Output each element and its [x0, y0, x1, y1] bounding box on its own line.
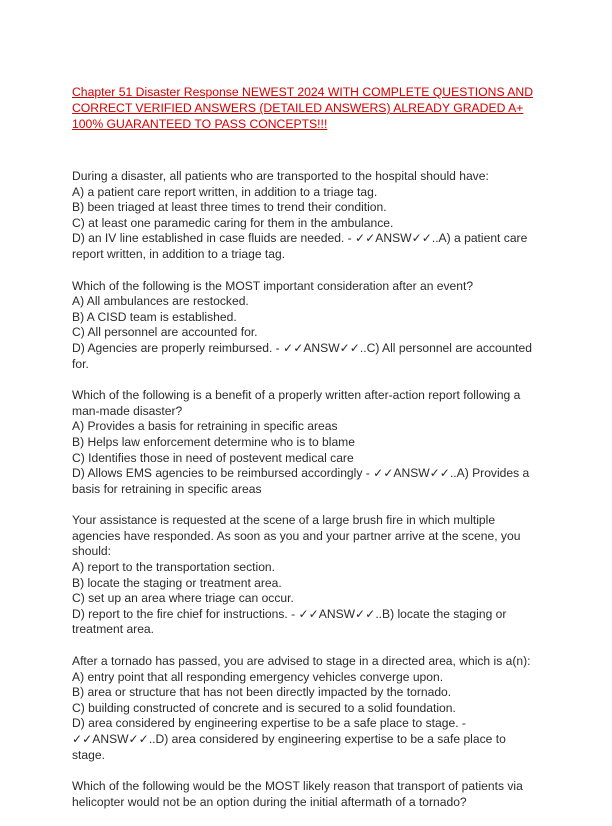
question-3 — [72, 388, 542, 497]
option-b: B) area or structure that has not been directly impacted by the tornado. — [72, 685, 452, 700]
option-a: A) entry point that all responding emergency vehicles converge upon. — [72, 669, 444, 684]
option-d-with-answer: D) Allows EMS agencies to be reimbursed accordingly - ✓✓ANSW✓✓..A) Provides a basis for retraining in specific areas — [72, 466, 530, 496]
option-c: C) set up an area where triage can occur. — [72, 591, 294, 606]
option-a: A) All ambulances are restocked. — [72, 294, 249, 309]
option-d-with-answer: D) report to the fire chief for instructions. - ✓✓ANSW✓✓..B) locate the staging or treatment area. — [72, 606, 507, 637]
option-c: C) at least one paramedic caring for them in the ambulance. — [72, 215, 394, 230]
option-a: A) Provides a basis for retraining in specific areas — [72, 419, 338, 434]
option-d-with-answer: D) Agencies are properly reimbursed. - ✓✓ANSW✓✓..C) All personnel are accounted for. — [72, 340, 532, 371]
question-stem: After a tornado has passed, you are advised to stage in a directed area, which is a(n): — [72, 654, 531, 669]
question-stem: During a disaster, all patients who are transported to the hospital should have: — [72, 169, 489, 183]
question-2 — [72, 279, 542, 373]
option-c: C) All personnel are accounted for. — [72, 325, 258, 340]
question-4 — [72, 513, 542, 638]
question-stem: Which of the following is the MOST important consideration after an event? — [72, 278, 474, 293]
document-title[interactable]: Chapter 51 Disaster Response NEWEST 2024 WITH COMPLETE QUESTIONS AND CORRECT VERIFIED ANSWERS (DETAILED ANSWERS) ALREADY GRADED A+ 100% GUARANTEED TO PASS CONCEPTS!!! — [72, 85, 534, 131]
option-a: A) a patient care report written, in addition to a triage tag. — [72, 184, 378, 199]
option-b: B) A CISD team is established. — [72, 309, 237, 324]
option-b: B) Helps law enforcement determine who is to blame — [72, 434, 355, 449]
option-a: A) report to the transportation section. — [72, 560, 276, 575]
option-d-with-answer: D) area considered by engineering expertise to be a safe place to stage. - ✓✓ANSW✓✓..D) area considered by engineering expertise to be a safe place to stage. — [72, 716, 506, 762]
option-b: B) locate the staging or treatment area. — [72, 575, 282, 590]
option-b: B) been triaged at least three times to trend their condition. — [72, 200, 387, 215]
question-stem: Which of the following would be the MOST likely reason that transport of patients via helicopter would not be an option during the initial aftermath of a tornado? — [72, 779, 523, 809]
option-d-with-answer: D) an IV line established in case fluids are needed. - ✓✓ANSW✓✓..A) a patient care report written, in addition to a triage tag. — [72, 231, 528, 261]
question-1 — [72, 169, 542, 263]
question-stem: Which of the following is a benefit of a properly written after-action report following a man-made disaster? — [72, 388, 521, 418]
question-6 — [72, 779, 542, 810]
option-c: C) building constructed of concrete and is secured to a solid foundation. — [72, 700, 456, 715]
document-page — [72, 84, 542, 826]
question-stem: Your assistance is requested at the scene of a large brush fire in which multiple agencies have responded. As soon as you and your partner arrive at the scene, you should: — [72, 513, 521, 559]
option-c: C) Identifies those in need of postevent medical care — [72, 450, 354, 465]
question-5 — [72, 654, 542, 763]
